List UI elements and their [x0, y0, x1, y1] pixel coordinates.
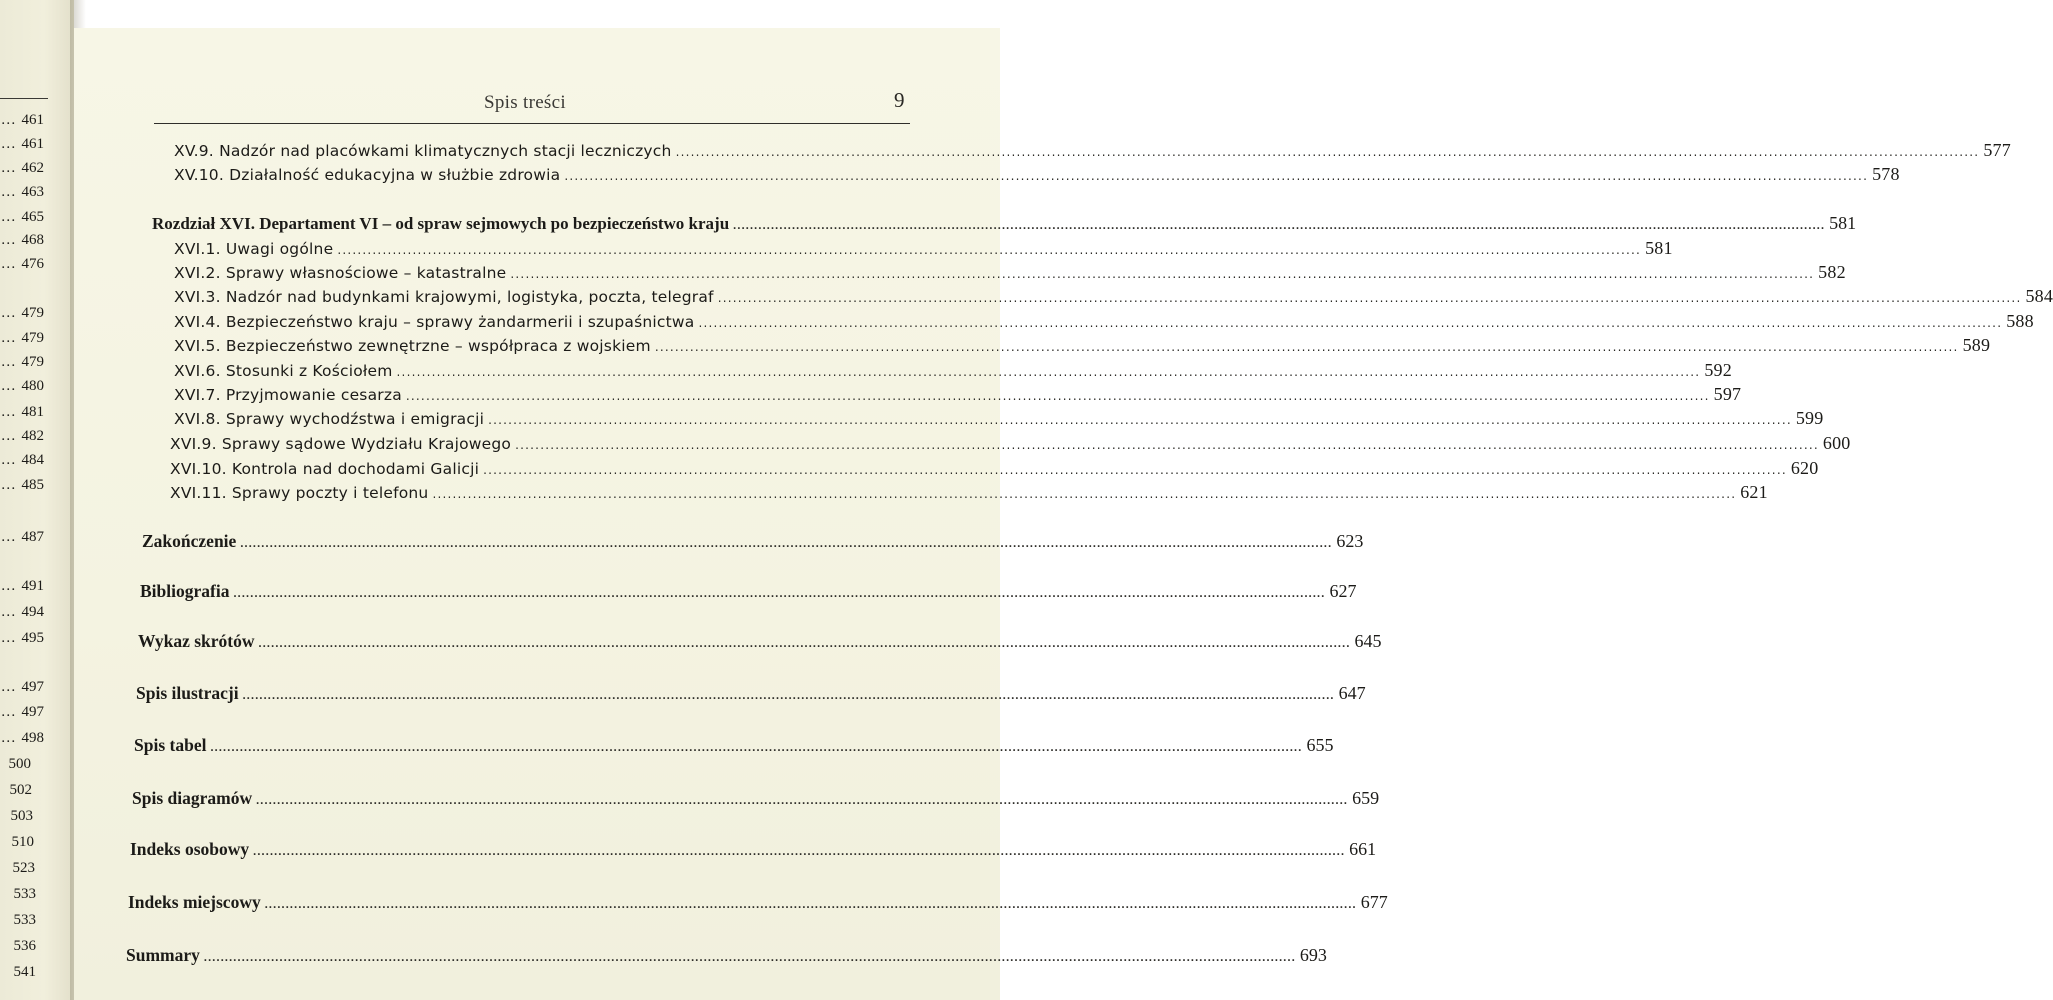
page-ref: 465 — [21, 209, 44, 225]
page-ref: 494 — [21, 604, 44, 620]
page-ref: 523 — [12, 860, 35, 876]
page-ref: 484 — [21, 452, 44, 468]
previous-page-number — [9, 756, 32, 773]
dot-leader: … — [0, 679, 22, 695]
dot-leader: … — [0, 704, 22, 720]
previous-page-number — [14, 912, 37, 929]
page-ref: 500 — [8, 756, 31, 772]
toc-entry-title: XVI.11. Sprawy poczty i telefonu — [170, 484, 429, 502]
toc-entry-page: 582 — [1818, 262, 1846, 282]
page-ref: 461 — [21, 112, 44, 128]
toc-chapter-entry — [152, 213, 1857, 234]
dot-leader: … — [0, 730, 22, 746]
page-ref: 479 — [21, 305, 44, 321]
page-ref: 468 — [21, 232, 44, 248]
dot-leader: … — [0, 404, 22, 420]
toc-entry-title: XV.9. Nadzór nad placówkami klimatycznych stacji leczniczych — [174, 142, 672, 160]
page-ref: 536 — [13, 938, 36, 954]
previous-page-number — [1, 160, 44, 177]
dot-leader: .................................................................................................................................................................................................................................................................... — [203, 950, 1296, 964]
toc-entry-title: XVI.9. Sprawy sądowe Wydziału Krajowego — [170, 435, 512, 453]
previous-page-number — [10, 782, 33, 799]
dot-leader: .................................................................................................................................................................................................................................................................... — [564, 169, 1869, 183]
toc-entry-title: XVI.2. Sprawy własnościowe – katastralne — [174, 264, 507, 282]
page-ref: 480 — [21, 378, 44, 394]
dot-leader: .................................................................................................................................................................................................................................................................... — [733, 218, 1826, 232]
toc-entry-title: Wykaz skrótów — [138, 631, 255, 651]
previous-page-number — [1, 136, 44, 153]
toc-entry-page: 588 — [2006, 311, 2034, 331]
dot-leader: … — [0, 330, 22, 346]
toc-entry-title: XVI.1. Uwagi ogólne — [174, 240, 334, 258]
previous-page-number — [1, 630, 44, 647]
header-rule — [154, 123, 910, 124]
toc-subsection-entry — [174, 408, 1824, 429]
dot-leader: … — [0, 232, 22, 248]
toc-entry-page: 693 — [1299, 945, 1327, 965]
dot-leader: .................................................................................................................................................................................................................................................................... — [675, 145, 1980, 159]
page-ref: 476 — [21, 256, 44, 272]
toc-entry-page: 621 — [1740, 482, 1768, 502]
dot-leader: .................................................................................................................................................................................................................................................................... — [717, 291, 2022, 305]
page-ref: 487 — [21, 529, 44, 545]
previous-page-number — [1, 529, 44, 546]
dot-leader: .................................................................................................................................................................................................................................................................... — [510, 267, 1815, 281]
page-ref: 461 — [21, 136, 44, 152]
toc-section-entry — [128, 892, 1388, 913]
dot-leader: … — [0, 112, 22, 128]
toc-subsection-entry — [174, 238, 1673, 259]
dot-leader: .................................................................................................................................................................................................................................................................... — [483, 463, 1787, 477]
toc-subsection-entry — [174, 384, 1742, 405]
toc-entry-title: XVI.3. Nadzór nad budynkami krajowymi, logistyka, poczta, telegraf — [174, 288, 714, 306]
toc-entry-page: 659 — [1352, 788, 1380, 808]
previous-page-number — [1, 452, 44, 469]
dot-leader: … — [0, 578, 22, 594]
dot-leader: … — [0, 209, 22, 225]
dot-leader: … — [0, 305, 22, 321]
previous-page-number — [1, 704, 44, 721]
toc-entry-title: XVI.7. Przyjmowanie cesarza — [174, 386, 402, 404]
toc-entry-title: Rozdział XVI. Departament VI – od spraw sejmowych po bezpieczeństwo kraju — [152, 214, 730, 233]
previous-page-number — [14, 964, 37, 981]
toc-entry-page: 620 — [1790, 458, 1819, 478]
dot-leader: .................................................................................................................................................................................................................................................................... — [654, 340, 1959, 354]
page-ref: 462 — [21, 160, 44, 176]
dot-leader: .................................................................................................................................................................................................................................................................... — [698, 316, 2003, 330]
toc-entry-page: 577 — [1983, 140, 2011, 160]
previous-page-number — [13, 860, 36, 877]
page-ref: 485 — [21, 477, 44, 493]
previous-page-header-rule — [0, 98, 48, 99]
previous-page-number — [1, 404, 44, 421]
toc-entry-page: 655 — [1306, 735, 1334, 755]
toc-entry-title: XVI.8. Sprawy wychodźstwa i emigracji — [174, 410, 485, 428]
toc-subsection-entry — [174, 262, 1846, 283]
dot-leader: … — [0, 136, 22, 152]
toc-subsection-entry — [170, 482, 1768, 503]
contents-page — [74, 28, 2053, 1000]
dot-leader: … — [0, 428, 22, 444]
toc-entry-title: XVI.4. Bezpieczeństwo kraju – sprawy żandarmerii i szupaśnictwa — [174, 313, 695, 331]
toc-entry-page: 623 — [1336, 531, 1364, 551]
toc-subsection-entry — [174, 335, 1991, 356]
previous-page-number — [1, 184, 44, 201]
toc-section-entry — [136, 683, 1366, 704]
previous-page-number — [1, 378, 44, 395]
page-number: 9 — [894, 88, 905, 112]
toc-subsection-entry — [174, 286, 2053, 307]
toc-entry-title: Spis ilustracji — [136, 683, 239, 703]
toc-subsection-entry — [170, 433, 1851, 454]
previous-page-number — [1, 232, 44, 249]
toc-section-entry — [130, 839, 1377, 860]
dot-leader: … — [0, 529, 22, 545]
toc-subsection-entry — [174, 164, 1900, 185]
toc-entry-title: XVI.10. Kontrola nad dochodami Galicji — [170, 460, 480, 478]
toc-section-entry — [138, 631, 1382, 652]
toc-entry-page: 589 — [1962, 335, 1991, 355]
page-ref: 479 — [21, 354, 44, 370]
dot-leader: .................................................................................................................................................................................................................................................................... — [240, 536, 1333, 550]
previous-page-number — [1, 354, 44, 371]
dot-leader: .................................................................................................................................................................................................................................................................... — [233, 586, 1326, 600]
toc-entry-title: XV.10. Działalność edukacyjna w służbie zdrowia — [174, 166, 561, 184]
previous-page-edge — [0, 0, 74, 1000]
toc-entry-page: 600 — [1822, 433, 1851, 453]
previous-page-number — [14, 938, 37, 955]
page-ref: 502 — [9, 782, 32, 798]
toc-entry-title: Summary — [126, 945, 200, 965]
dot-leader: … — [0, 160, 22, 176]
page-ref: 510 — [11, 834, 34, 850]
previous-page-number — [1, 305, 44, 322]
dot-leader: … — [0, 630, 22, 646]
toc-subsection-entry — [174, 360, 1732, 381]
page-ref: 503 — [10, 808, 33, 824]
page-ref: 533 — [13, 886, 36, 902]
toc-entry-page: 647 — [1338, 683, 1366, 703]
dot-leader: … — [0, 452, 22, 468]
previous-page-number — [1, 578, 44, 595]
toc-section-entry — [132, 788, 1380, 809]
toc-subsection-entry — [170, 458, 1819, 479]
previous-page-number — [1, 730, 44, 747]
dot-leader: … — [0, 604, 22, 620]
toc-entry-page: 584 — [2025, 286, 2053, 306]
page-ref: 463 — [21, 184, 44, 200]
toc-entry-title: Indeks miejscowy — [128, 892, 261, 912]
dot-leader: .................................................................................................................................................................................................................................................................... — [337, 243, 1642, 257]
dot-leader: … — [0, 256, 22, 272]
toc-entry-page: 645 — [1354, 631, 1382, 651]
previous-page-number — [1, 112, 44, 129]
toc-subsection-entry — [174, 311, 2034, 332]
toc-entry-title: Zakończenie — [142, 531, 237, 551]
page-ref: 495 — [21, 630, 44, 646]
toc-entry-page: 581 — [1645, 238, 1673, 258]
page-ref: 479 — [21, 330, 44, 346]
previous-page-number — [14, 886, 37, 903]
dot-leader: .................................................................................................................................................................................................................................................................... — [258, 636, 1351, 650]
previous-page-number — [1, 256, 44, 273]
toc-section-entry — [140, 581, 1357, 602]
toc-section-entry — [126, 945, 1327, 966]
previous-page-number — [1, 604, 44, 621]
dot-leader: … — [0, 184, 22, 200]
dot-leader: .................................................................................................................................................................................................................................................................... — [432, 487, 1737, 501]
page-ref: 498 — [21, 730, 44, 746]
toc-entry-page: 661 — [1349, 839, 1377, 859]
running-header-title: Spis treści — [484, 92, 566, 113]
previous-page-number — [12, 834, 35, 851]
dot-leader: .................................................................................................................................................................................................................................................................... — [210, 740, 1303, 754]
previous-page-number — [1, 209, 44, 226]
dot-leader: .................................................................................................................................................................................................................................................................... — [253, 844, 1346, 858]
page-ref: 541 — [13, 964, 36, 980]
toc-entry-page: 597 — [1713, 384, 1742, 404]
toc-entry-page: 677 — [1360, 892, 1388, 912]
toc-entry-title: Spis tabel — [134, 735, 207, 755]
dot-leader: … — [0, 378, 22, 394]
toc-entry-page: 581 — [1829, 213, 1857, 233]
dot-leader: .................................................................................................................................................................................................................................................................... — [515, 438, 1819, 452]
toc-entry-title: Bibliografia — [140, 581, 230, 601]
toc-section-entry — [142, 531, 1364, 552]
dot-leader: .................................................................................................................................................................................................................................................................... — [405, 389, 1710, 403]
page-ref: 497 — [21, 704, 44, 720]
dot-leader: .................................................................................................................................................................................................................................................................... — [256, 793, 1349, 807]
page-ref: 497 — [21, 679, 44, 695]
page-ref: 491 — [21, 578, 44, 594]
toc-entry-title: Spis diagramów — [132, 788, 253, 808]
dot-leader: … — [0, 354, 22, 370]
previous-page-number — [1, 477, 44, 494]
toc-entry-title: XVI.5. Bezpieczeństwo zewnętrzne – współpraca z wojskiem — [174, 337, 651, 355]
page-ref: 481 — [21, 404, 44, 420]
previous-page-number — [1, 428, 44, 445]
toc-entry-title: Indeks osobowy — [130, 839, 250, 859]
dot-leader: .................................................................................................................................................................................................................................................................... — [264, 897, 1357, 911]
dot-leader: .................................................................................................................................................................................................................................................................... — [488, 413, 1792, 427]
previous-page-number — [1, 679, 44, 696]
toc-entry-page: 578 — [1872, 164, 1900, 184]
toc-subsection-entry — [174, 140, 2011, 161]
toc-entry-page: 599 — [1795, 408, 1824, 428]
dot-leader: .................................................................................................................................................................................................................................................................... — [242, 688, 1335, 702]
previous-page-number — [11, 808, 34, 825]
toc-entry-page: 627 — [1329, 581, 1357, 601]
dot-leader: .................................................................................................................................................................................................................................................................... — [396, 365, 1701, 379]
page-ref: 533 — [13, 912, 36, 928]
dot-leader: … — [0, 477, 22, 493]
toc-section-entry — [134, 735, 1334, 756]
toc-entry-title: XVI.6. Stosunki z Kościołem — [174, 362, 393, 380]
page-ref: 482 — [21, 428, 44, 444]
toc-entry-page: 592 — [1704, 360, 1732, 380]
previous-page-number — [1, 330, 44, 347]
